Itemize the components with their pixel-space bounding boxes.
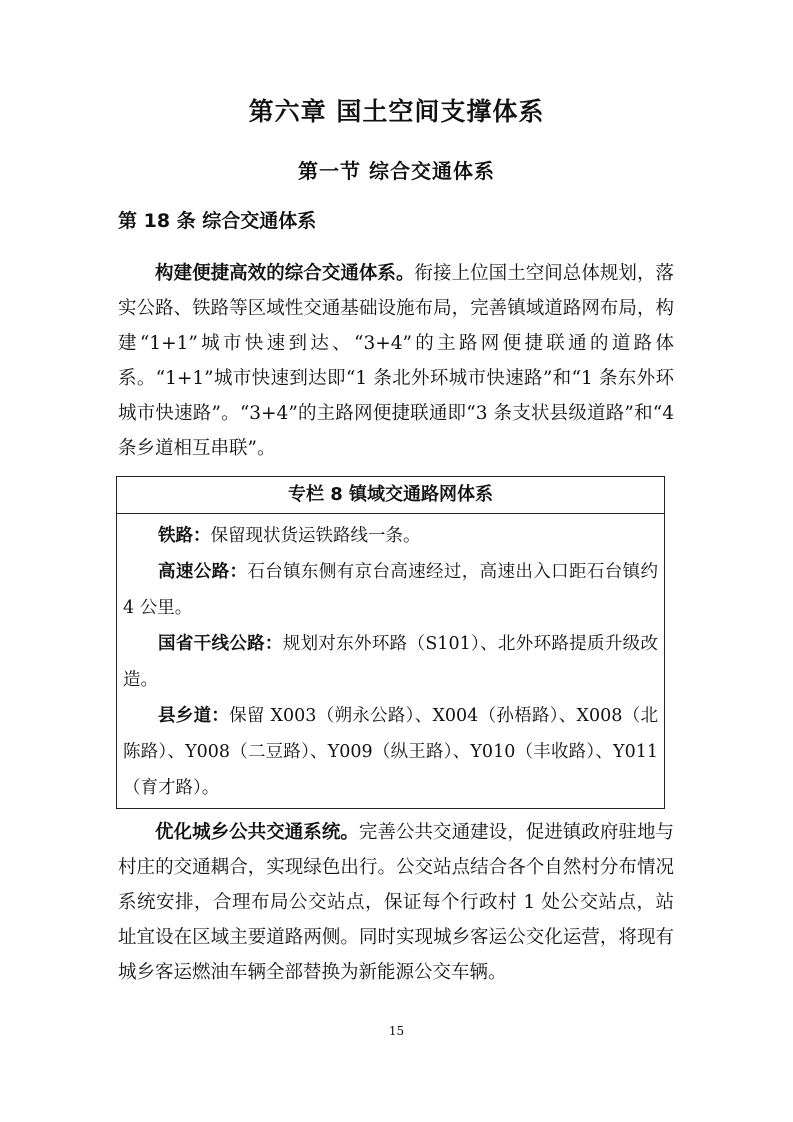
box-item-railway: [123, 518, 658, 554]
paragraph-transport-system: [118, 256, 674, 466]
page-number: 15: [388, 1024, 405, 1038]
info-box-body: [117, 514, 664, 806]
article-title: 第 18 条 综合交通体系: [118, 210, 317, 232]
section-title: 第一节 综合交通体系: [298, 159, 495, 183]
chapter-title: 第六章 国土空间支撑体系: [248, 97, 545, 126]
box-item-text: 保留现状货运铁路线一条。: [210, 526, 421, 546]
box-item-term: 国省干线公路：: [158, 634, 283, 654]
paragraph-body: 衔接上位国土空间总体规划，落实公路、铁路等区域性交通基础设施布局，完善镇域道路网布局，构建“1+1”城市快速到达、“3+4”的主路网便捷联通的道路体系。“1+1”城市快速到达即“1 条北外环城市快速路”和“1 条东外环城市快速路”。“3+4”的主路网便捷联通即“3 条支状县级道路”和“4 条乡道相互串联”。: [118, 263, 674, 459]
box-item-county-road: [123, 698, 658, 806]
box-item-text: 保留 X003（朔永公路）、X004（孙梧路）、X008（北陈路）、Y008（二豆路）、Y009（纵王路）、Y010（丰收路）、Y011（育才路）。: [123, 706, 658, 798]
box-item-expressway: [123, 554, 658, 626]
info-box-title: 专栏 8 镇域交通路网体系: [117, 477, 664, 514]
box-item-term: 铁路：: [158, 526, 211, 546]
box-item-term: 县乡道：: [158, 706, 230, 726]
box-item-trunk-road: [123, 626, 658, 698]
info-box: [116, 476, 665, 809]
paragraph-public-transit: [118, 815, 674, 990]
paragraph-lead: 构建便捷高效的综合交通体系。: [155, 263, 415, 284]
box-item-text: 规划对东外环路（S101）、北外环路提质升级改造。: [123, 634, 658, 690]
box-item-text: 石台镇东侧有京台高速经过，高速出入口距石台镇约 4 公里。: [123, 562, 659, 618]
paragraph-body: 完善公共交通建设，促进镇政府驻地与村庄的交通耦合，实现绿色出行。公交站点结合各个自然村分布情况系统安排，合理布局公交站点，保证每个行政村 1 处公交站点，站址宜设在区域主要道路两侧。同时实现城乡客运公交化运营，将现有城乡客运燃油车辆全部替换为新能源公交车辆。: [118, 822, 674, 983]
paragraph-lead: 优化城乡公共交通系统。: [155, 822, 359, 843]
box-item-term: 高速公路：: [158, 562, 248, 582]
